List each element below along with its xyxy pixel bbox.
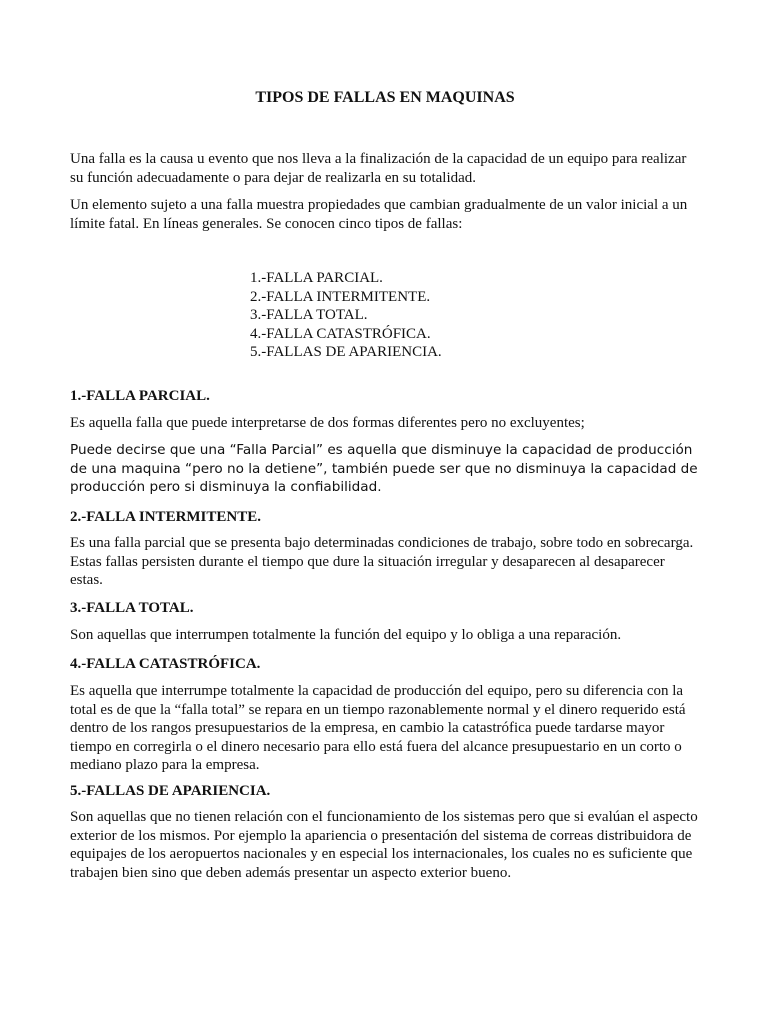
section-heading-5: 5.-FALLAS DE APARIENCIA. bbox=[70, 783, 271, 799]
section-heading-4: 4.-FALLA CATASTRÓFICA. bbox=[70, 656, 261, 672]
intro-text-1: Una falla es la causa u evento que nos lleva a la finalización de la capacidad de un equipo para realizar su función adecuadamente o para dejar de realizarla en su totalidad. bbox=[70, 151, 687, 186]
section-1-paragraph-1 bbox=[70, 414, 700, 433]
section-3-paragraph-1 bbox=[70, 626, 700, 645]
section-1-paragraph-2 bbox=[70, 441, 700, 497]
section-text: Puede decirse que una “Falla Parcial” es aquella que disminuye la capacidad de producción de una maquina “pero no la detiene”, también puede ser que no disminuya la capacidad de producción pero si disminuya la confiabilidad. bbox=[70, 442, 698, 495]
section-text: Es aquella falla que puede interpretarse de dos formas diferentes pero no excluyentes; bbox=[70, 415, 585, 431]
list-item: 4.-FALLA CATASTRÓFICA. bbox=[250, 325, 431, 342]
section-5-paragraph-1 bbox=[70, 808, 700, 882]
list-item: 5.-FALLAS DE APARIENCIA. bbox=[250, 344, 442, 360]
section-text: Son aquellas que no tienen relación con el funcionamiento de los sistemas pero que si evalúan el aspecto exterior de los mismos. Por ejemplo la apariencia o presentación del sistema de correas distribuidora de equipajes de los aeropuertos nacionales y en especial los internacionales, los cuales no es suficiente que trabajen bien sino que deben además presentar un aspecto exterior bueno. bbox=[70, 809, 698, 881]
intro-paragraph-2 bbox=[70, 196, 700, 233]
intro-paragraph-1 bbox=[70, 150, 700, 187]
section-text: Es aquella que interrumpe totalmente la capacidad de producción del equipo, pero su diferencia con la total es de que la “falla total” se repara en un tiempo razonablemente normal y el dinero requerido está dentro de los rangos presupuestarios de la empresa, en cambio la catastrófica puede tardarse mayor tiempo en corregirla o el dinero necesario para ello está fuera del alcance presupuestario en un corto o mediano plazo para la empresa. bbox=[70, 683, 686, 773]
section-2-paragraph-1 bbox=[70, 534, 700, 590]
section-text: Son aquellas que interrumpen totalmente la función del equipo y lo obliga a una reparación. bbox=[70, 627, 622, 643]
section-text: Es una falla parcial que se presenta bajo determinadas condiciones de trabajo, sobre todo en sobrecarga. Estas fallas persisten durante el tiempo que dure la situación irregular y desaparecen al desaparecer estas. bbox=[70, 535, 694, 588]
document-title: TIPOS DE FALLAS EN MAQUINAS bbox=[255, 89, 515, 106]
list-item: 1.-FALLA PARCIAL. bbox=[250, 270, 383, 286]
section-4-paragraph-1 bbox=[70, 682, 700, 775]
intro-text-2: Un elemento sujeto a una falla muestra propiedades que cambian gradualmente de un valor inicial a un límite fatal. En líneas generales. Se conocen cinco tipos de fallas: bbox=[70, 197, 688, 232]
section-heading-3: 3.-FALLA TOTAL. bbox=[70, 600, 194, 616]
list-item: 2.-FALLA INTERMITENTE. bbox=[250, 288, 431, 305]
section-heading-2: 2.-FALLA INTERMITENTE. bbox=[70, 509, 262, 525]
section-heading-1: 1.-FALLA PARCIAL. bbox=[70, 388, 210, 404]
failure-types-list bbox=[250, 269, 442, 362]
list-item: 3.-FALLA TOTAL. bbox=[250, 307, 368, 323]
